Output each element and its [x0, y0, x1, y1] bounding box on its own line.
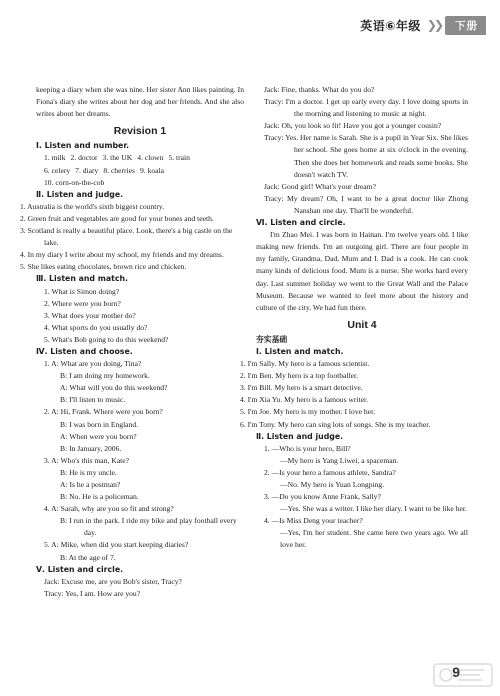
number-list: [36, 152, 244, 188]
list-item: 5. train: [168, 153, 190, 163]
dialogue-line: Jack: Oh, you look so fit! Have you got a younger cousin?: [264, 121, 442, 131]
dialogue-line: B: He is my uncle.: [60, 467, 117, 477]
dialogue-line: 5. A: Mike, when did you start keeping diaries?: [44, 540, 189, 550]
dialogue-line: 4. —Is Miss Deng your teacher?: [264, 516, 363, 526]
list-item: 3. What does your mother do?: [44, 310, 136, 320]
list-item: 4. clown: [137, 153, 164, 163]
list-item: 1. What is Simon doing?: [44, 286, 120, 296]
dialogue-line: Jack: Good girl! What's your dream?: [264, 181, 376, 191]
page-header: [360, 14, 486, 36]
list-item: 2. doctor: [70, 153, 98, 163]
number-row: [36, 165, 244, 177]
dialogue-line: A: What will you do this weekend?: [60, 383, 168, 393]
dialogue-line: Tracy: Yes, I am. How are you?: [44, 588, 141, 598]
list-item: 3. Scotland is really a beautiful place. Look, there's a big castle on the lake.: [20, 226, 233, 248]
dialogue-line: 2. —Is your hero a famous athlete, Sandra?: [264, 467, 396, 477]
dialogue-continued: [256, 84, 468, 217]
list-item: 4. In my diary I write about my school, my friends and my dreams.: [20, 250, 224, 260]
dialogue-line: 3. A: Who's this man, Kate?: [44, 455, 129, 465]
dialogue-line: Tracy: I'm a doctor. I get up early every day. I love doing sports in the morning and listening to music at night.: [264, 97, 468, 119]
judge-dialogue: [256, 443, 468, 552]
dialogue-line: B: No. He is a policeman.: [60, 492, 139, 502]
dialogue-line: —Yes. She was a writer. I like her diary. I want to be like her.: [280, 504, 467, 514]
dialogue-line: Tracy: Yes. Her name is Sarah. She is a pupil in Year Six. She likes her school. She goes home at six o'clock in the evening. Then she does her homework and reads some books. She doesn't watch TV.: [264, 133, 468, 179]
dialogue-line: —Yes, I'm her student. She came here two years ago. We all love her.: [280, 528, 468, 550]
list-item: 8. cherries: [103, 165, 135, 175]
list-item: 3. I'm Bill. My hero is a smart detective.: [240, 383, 363, 393]
dialogue-line: 2. A: Hi, Frank. Where were you born?: [44, 407, 163, 417]
dialogue-line: A: Is he a postman?: [60, 480, 121, 489]
list-item: 2. I'm Ben. My hero is a top footballer.: [240, 371, 358, 381]
watermark-logo-icon: [432, 660, 494, 692]
dialogue-line: —My hero is Yang Liwei, a spaceman.: [280, 455, 399, 465]
page-number: 9: [452, 664, 460, 680]
number-row: [36, 177, 244, 189]
exercise-heading: Ⅵ. Listen and circle.: [256, 218, 346, 228]
list-item: 9. koala: [139, 165, 165, 175]
dialogue-line: B: I was born in England.: [60, 419, 139, 429]
dialogue-line: Jack: Excuse me, are you Bob's sister, Tracy?: [44, 576, 182, 586]
dialogue-line: B: In January, 2006.: [60, 443, 122, 453]
dialogue-line: A: When were you born?: [60, 431, 137, 441]
right-column: [240, 84, 468, 552]
exercise-heading: Ⅳ. Listen and choose.: [36, 346, 133, 356]
list-item: 3. the UK: [102, 153, 133, 163]
list-item: 7. diary: [75, 165, 99, 175]
dialogue-line: 4. A: Sarah, why are you so fit and strong?: [44, 504, 174, 514]
intro-paragraph: keeping a diary when she was nine. Her sister Ann likes painting. In Fiona's diary she writes about her dog and her friends. And she also writes about her dreams.: [36, 85, 244, 119]
dialogue-line: B: I am doing my homework.: [60, 371, 150, 381]
choose-dialogue: [36, 358, 244, 564]
dialogue-line: 3. —Do you know Anne Frank, Sally?: [264, 492, 381, 502]
list-item: 6. I'm Tony. My hero can sing lots of songs. She is my teacher.: [240, 419, 431, 429]
list-item: 5. She likes eating chocolates, brown rice and chicken.: [20, 262, 187, 272]
dialogue-line: 1. —Who is your hero, Bill?: [264, 443, 351, 453]
unit-title: Unit 4: [347, 318, 377, 331]
book-title: 英语⑥年级: [360, 18, 421, 33]
exercise-heading: Ⅰ. Listen and number.: [36, 141, 130, 151]
exercise-heading: Ⅴ. Listen and circle.: [36, 564, 124, 574]
list-item: 6. celery: [44, 165, 71, 175]
exercise-heading: Ⅰ. Listen and match.: [256, 346, 344, 356]
circle-dialogue: [36, 576, 244, 600]
list-item: 4. What sports do you usually do?: [44, 322, 148, 332]
exercise-heading: Ⅱ. Listen and judge.: [36, 189, 124, 199]
list-item: 1. milk: [44, 153, 66, 163]
dialogue-line: Tracy: My dream? Oh, I want to be a great doctor like Zhong Nanshan one day. That'll be wonderful.: [264, 193, 468, 215]
list-item: 1. I'm Sally. My hero is a famous scientist.: [240, 359, 370, 369]
list-item: 1. Australia is the world's sixth biggest country.: [20, 201, 165, 211]
match-list: [240, 358, 468, 431]
dialogue-line: B: I'll listen to music.: [60, 395, 126, 405]
number-row: [36, 152, 244, 164]
section-title: Revision 1: [113, 125, 167, 138]
passage-paragraph: I'm Zhao Mei. I was born in Hainan. I'm twelve years old. I like making new friends. I'm an outgoing girl. There are four people in my family, Grandma, Dad, Mum and I. Dad is a cook. He can cook many kinds of delicious food. Mum is a nurse. She works hard every day. Last summer holiday we went to the Great Wall and the Palace Museum. Because we wanted to feel more about the history and culture of the city. We had fun there.: [256, 230, 468, 312]
list-item: 5. What's Bob going to do this weekend?: [44, 334, 169, 344]
dialogue-line: —No. My hero is Yuan Longping.: [280, 480, 385, 489]
list-item: 2. Green fruit and vegetables are good for your bones and teeth.: [20, 213, 214, 223]
list-item: 10. corn-on-the-cob: [44, 177, 105, 187]
exercise-heading: Ⅲ. Listen and match.: [36, 274, 128, 284]
judge-list: [20, 201, 244, 274]
dialogue-line: 1. A: What are you doing, Tina?: [44, 359, 142, 369]
volume-tab: 下册: [445, 16, 486, 35]
list-item: 5. I'm Joe. My hero is my mother. I love her.: [240, 407, 376, 417]
list-item: 4. I'm Xia Yu. My hero is a famous writer.: [240, 395, 369, 405]
match-list: [36, 286, 244, 346]
list-item: 2. Where were you born?: [44, 298, 121, 308]
dialogue-line: B: I run in the park. I ride my bike and play football every day.: [60, 516, 237, 538]
dialogue-line: Jack: Fine, thanks. What do you do?: [264, 85, 375, 94]
chevron-right-icon: ❯❯: [426, 18, 441, 32]
dialogue-line: B: At the age of 7.: [60, 552, 116, 562]
left-column: [20, 84, 244, 600]
basic-heading: 夯实基础: [256, 334, 288, 344]
exercise-heading: Ⅱ. Listen and judge.: [256, 431, 344, 441]
